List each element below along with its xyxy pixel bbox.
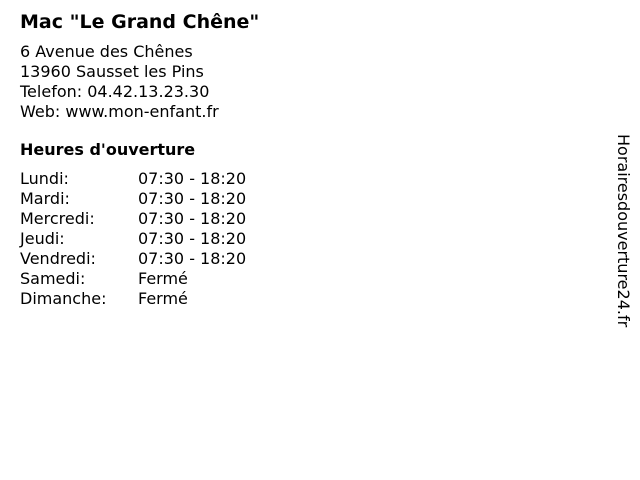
- hours-row-sunday: [20, 289, 580, 309]
- opening-hours-card: [20, 10, 580, 309]
- time-value: 07:30 - 18:20: [138, 249, 247, 268]
- hours-row-friday: [20, 249, 580, 269]
- site-watermark-label: Horairesdouverture24.fr: [614, 134, 633, 328]
- day-label: Dimanche:: [20, 289, 107, 308]
- street-address: 6 Avenue des Chênes: [20, 42, 193, 61]
- day-label: Samedi:: [20, 269, 86, 288]
- hours-row-monday: [20, 169, 580, 189]
- opening-hours-heading: Heures d'ouverture: [20, 140, 196, 159]
- opening-hours-table: [20, 169, 580, 309]
- hours-row-thursday: [20, 229, 580, 249]
- hours-row-tuesday: [20, 189, 580, 209]
- time-value: Fermé: [138, 289, 188, 308]
- business-name: Mac "Le Grand Chêne": [20, 11, 260, 33]
- time-value: 07:30 - 18:20: [138, 189, 247, 208]
- phone-number: Telefon: 04.42.13.23.30: [20, 82, 210, 101]
- day-label: Mardi:: [20, 189, 70, 208]
- hours-row-wednesday: [20, 209, 580, 229]
- time-value: Fermé: [138, 269, 188, 288]
- time-value: 07:30 - 18:20: [138, 209, 247, 228]
- day-label: Vendredi:: [20, 249, 96, 268]
- day-label: Jeudi:: [20, 229, 65, 248]
- city-address: 13960 Sausset les Pins: [20, 62, 204, 81]
- time-value: 07:30 - 18:20: [138, 169, 247, 188]
- day-label: Mercredi:: [20, 209, 95, 228]
- website: Web: www.mon-enfant.fr: [20, 102, 219, 121]
- day-label: Lundi:: [20, 169, 69, 188]
- hours-row-saturday: [20, 269, 580, 289]
- time-value: 07:30 - 18:20: [138, 229, 247, 248]
